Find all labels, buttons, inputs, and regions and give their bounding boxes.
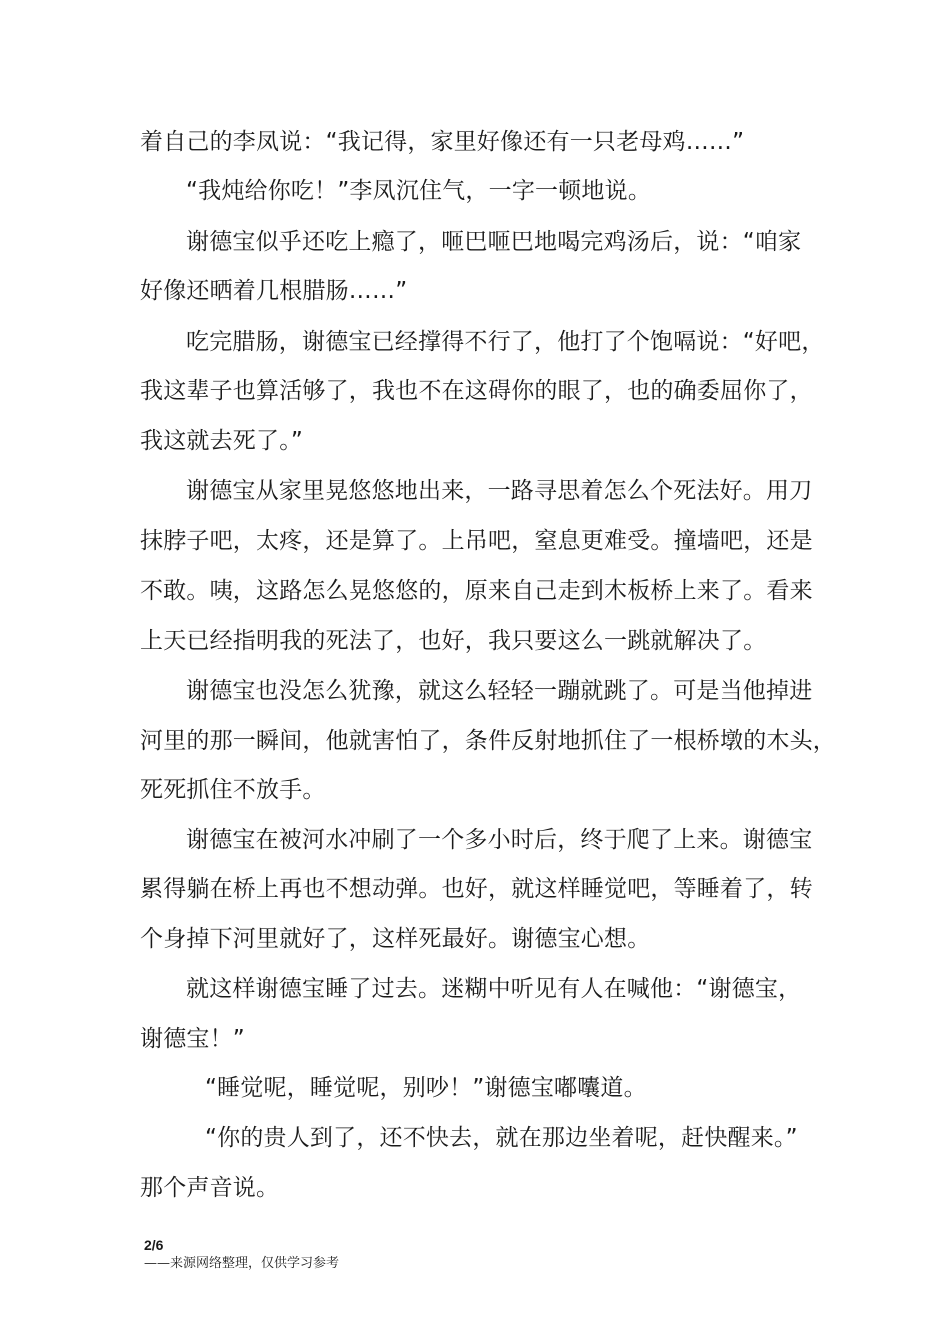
- text-line: 抹脖子吧，太疼，还是算了。上吊吧，窒息更难受。撞墙吧，还是: [140, 528, 813, 554]
- text-line: “我炖给你吃！”李凤沉住气，一字一顿地说。: [186, 178, 652, 204]
- text-line: “你的贵人到了，还不快去，就在那边坐着呢，赶快醒来。”: [205, 1125, 798, 1151]
- text-line: 上天已经指明我的死法了，也好，我只要这么一跳就解决了。: [140, 628, 767, 654]
- text-line: 谢德宝！”: [140, 1026, 245, 1052]
- text-line: 好像还晒着几根腊肠……”: [140, 278, 408, 304]
- text-line: 着自己的李凤说：“我记得，家里好像还有一只老母鸡……”: [140, 129, 745, 155]
- text-line: 吃完腊肠，谢德宝已经撑得不行了，他打了个饱嗝说：“好吧，: [186, 329, 825, 355]
- text-line: 谢德宝似乎还吃上瘾了，咂巴咂巴地喝完鸡汤后，说：“咱家: [186, 229, 802, 255]
- text-line: 河里的那一瞬间，他就害怕了，条件反射地抓住了一根桥墩的木头，: [140, 728, 836, 754]
- text-line: 死死抓住不放手。: [140, 777, 326, 803]
- text-line: 个身掉下河里就好了，这样死最好。谢德宝心想。: [140, 926, 651, 952]
- text-line: 那个声音说。: [140, 1175, 280, 1201]
- text-line: 我这就去死了。”: [140, 428, 304, 454]
- text-line: 不敢。咦，这路怎么晃悠悠的，原来自己走到木板桥上来了。看来: [140, 578, 813, 604]
- text-line: 谢德宝在被河水冲刷了一个多小时后，终于爬了上来。谢德宝: [186, 827, 813, 853]
- page-number: 2/6: [144, 1237, 164, 1253]
- footer-note: ——来源网络整理，仅供学习参考: [144, 1256, 340, 1271]
- text-line: 我这辈子也算活够了，我也不在这碍你的眼了，也的确委屈你了，: [140, 378, 813, 404]
- text-line: 谢德宝也没怎么犹豫，就这么轻轻一蹦就跳了。可是当他掉进: [186, 678, 813, 704]
- text-line: “睡觉呢，睡觉呢，别吵！”谢德宝嘟囔道。: [205, 1075, 647, 1101]
- text-line: 就这样谢德宝睡了过去。迷糊中听见有人在喊他：“谢德宝，: [186, 976, 802, 1002]
- text-line: 累得躺在桥上再也不想动弹。也好，就这样睡觉吧，等睡着了，转: [140, 876, 813, 902]
- text-line: 谢德宝从家里晃悠悠地出来，一路寻思着怎么个死法好。用刀: [186, 478, 813, 504]
